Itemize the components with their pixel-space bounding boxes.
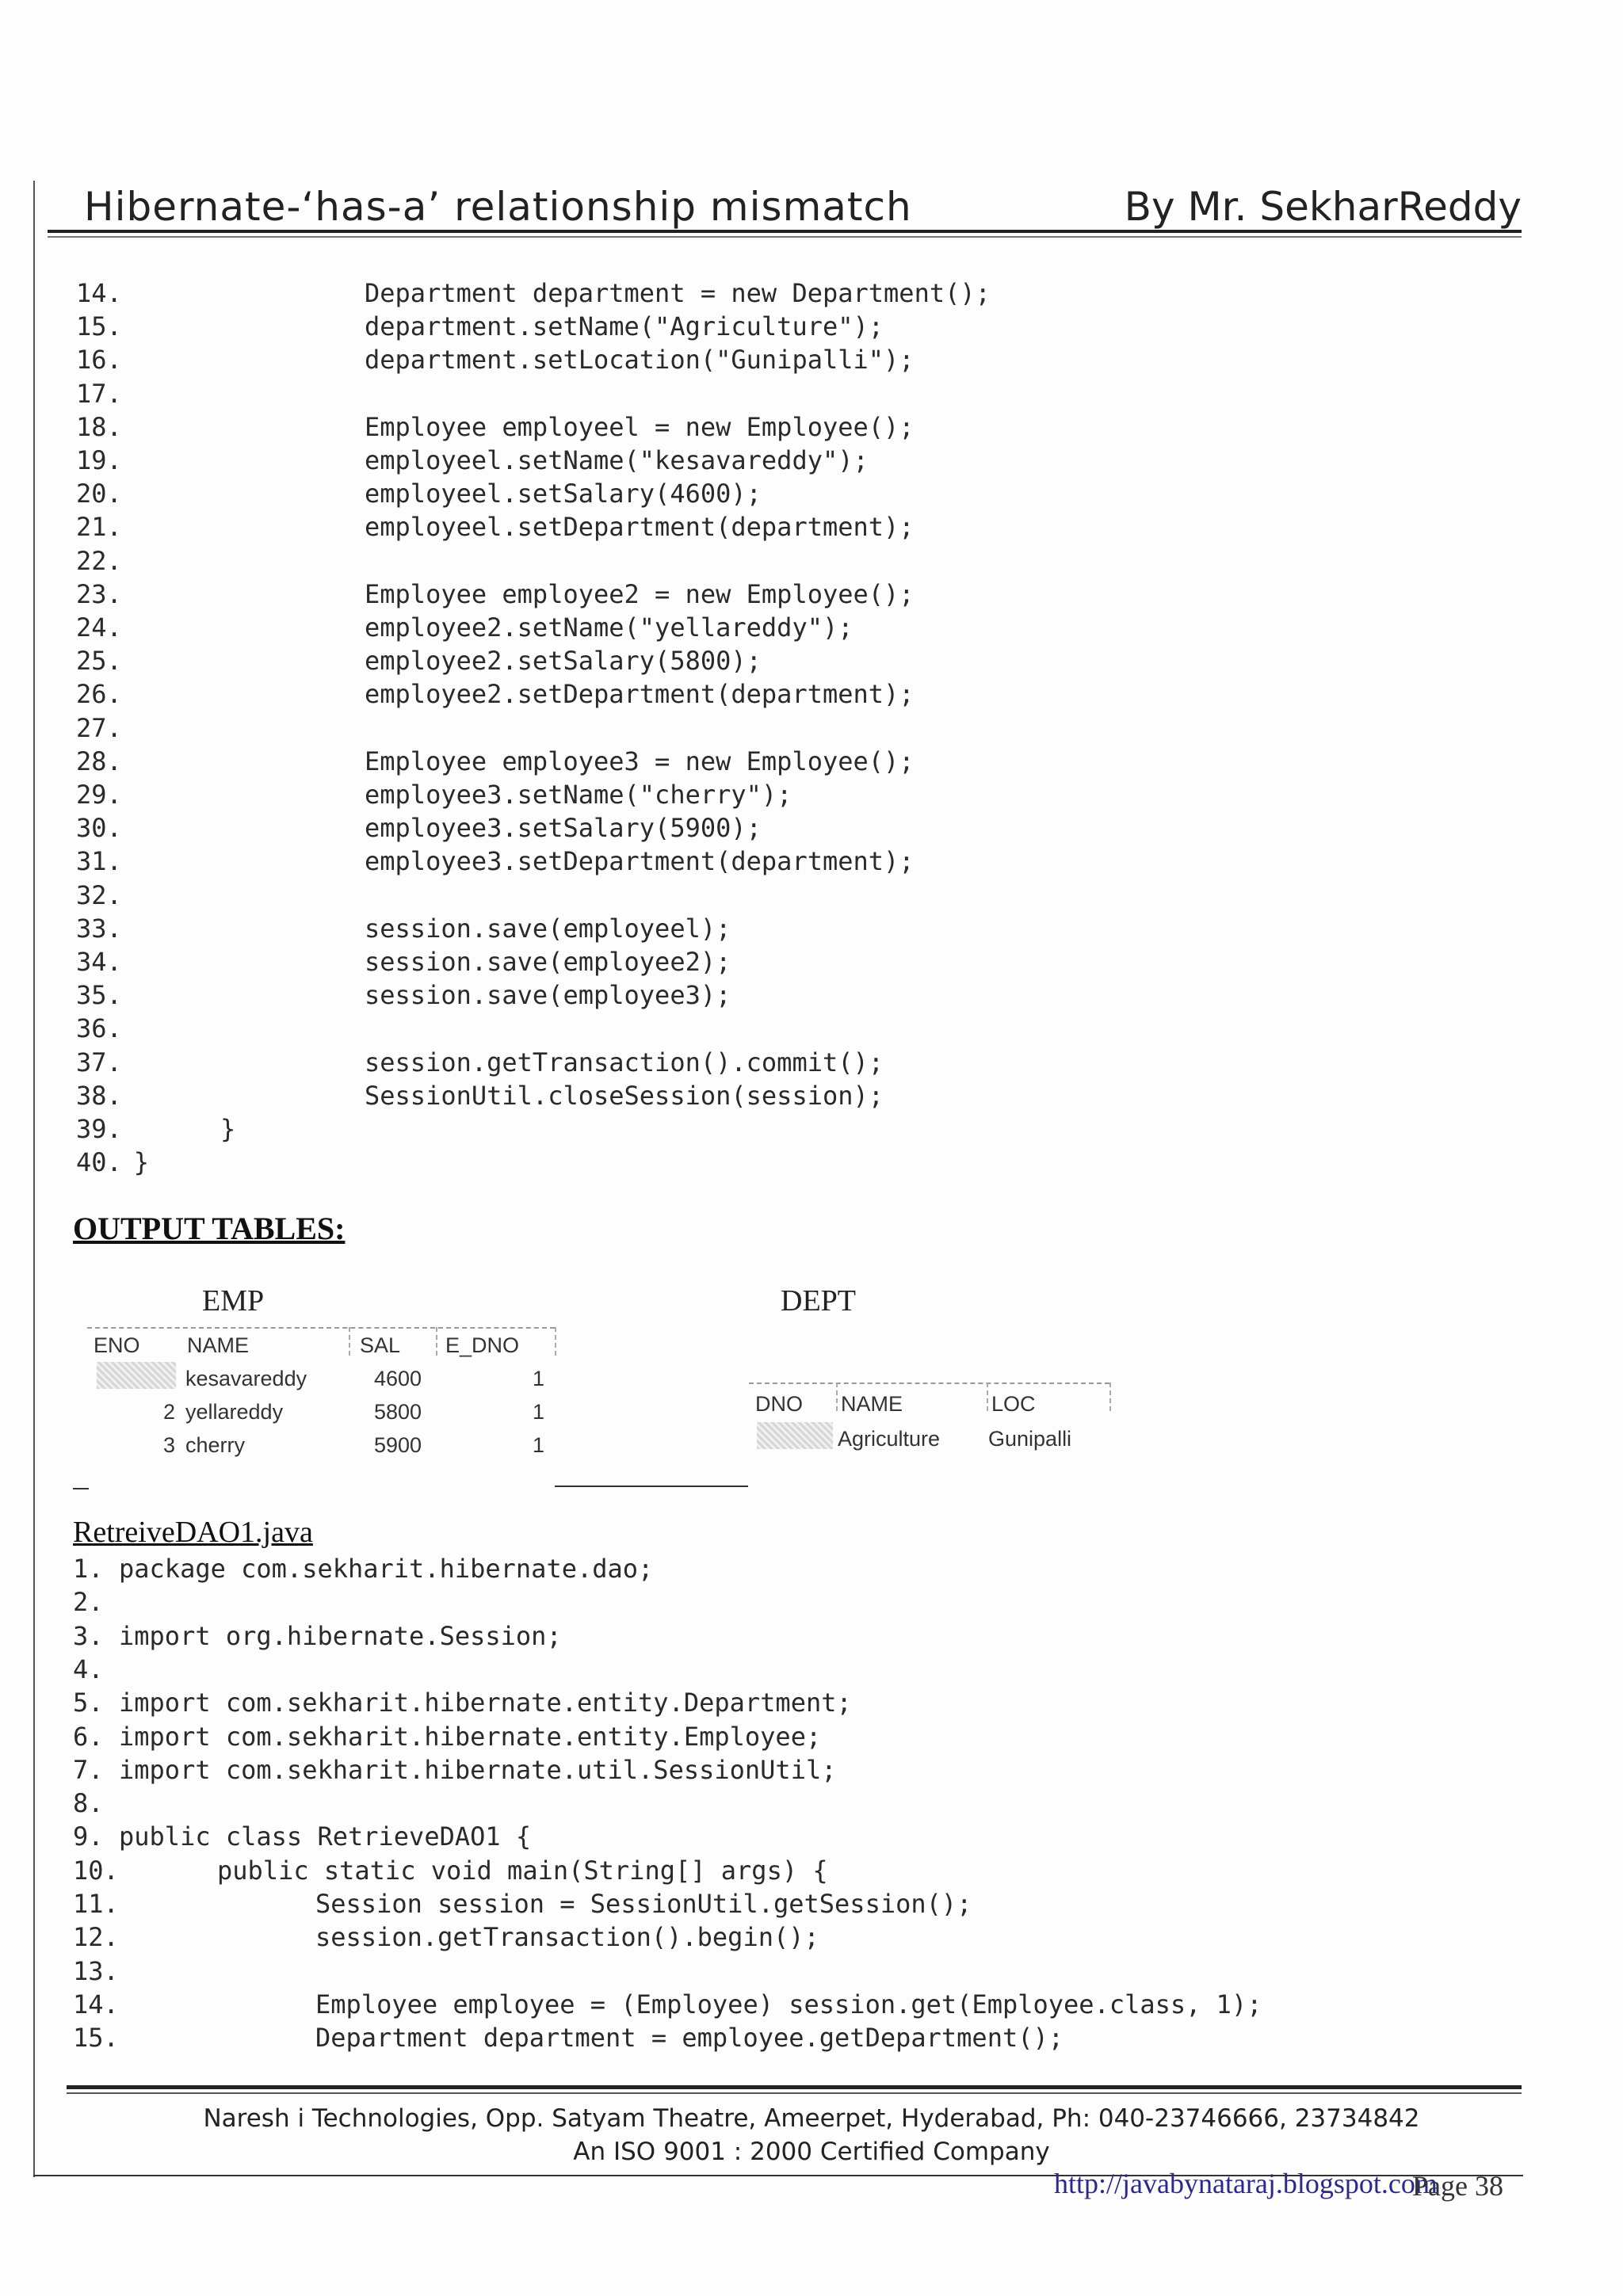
emp-table-col-divider xyxy=(436,1327,437,1356)
line-number: 11. xyxy=(73,1889,119,1919)
line-number: 35. xyxy=(76,980,122,1011)
line-number: 17. xyxy=(76,378,122,409)
code-text: SessionUtil.closeSession(session); xyxy=(365,1080,884,1111)
line-number: 38. xyxy=(76,1080,122,1111)
code-text: employeel.setName("kesavareddy"); xyxy=(365,445,869,475)
line-number: 12. xyxy=(73,1922,119,1953)
line-number: 27. xyxy=(76,712,122,743)
code-text: session.save(employee2); xyxy=(365,947,731,977)
emp-header-name: NAME xyxy=(187,1333,250,1357)
line-number: 28. xyxy=(76,746,122,776)
dept-table xyxy=(749,1383,1113,1462)
line-number: 26. xyxy=(76,679,122,710)
emp-table-col-divider xyxy=(349,1327,350,1356)
dept-cell-name: Agriculture xyxy=(838,1427,941,1451)
blog-url-link[interactable]: http://javabynataraj.blogspot.com xyxy=(1054,2168,1438,2199)
code-text: employee2.setSalary(5800); xyxy=(365,646,762,677)
line-number: 5. xyxy=(73,1688,104,1718)
line-number: 7. xyxy=(73,1754,104,1785)
line-number: 40. xyxy=(76,1147,122,1178)
line-number: 4. xyxy=(73,1653,104,1684)
code-text: package com.sekharit.hibernate.dao; xyxy=(119,1554,654,1584)
code-text: employee2.setDepartment(department); xyxy=(365,679,915,710)
code-text: import com.sekharit.hibernate.entity.Department; xyxy=(119,1688,852,1718)
line-number: 13. xyxy=(73,1955,119,1986)
footer-certification: An ISO 9001 : 2000 Certified Company xyxy=(573,2138,1050,2166)
code-text: Employee employeel = new Employee(); xyxy=(365,411,915,442)
emp-table-top-border xyxy=(87,1327,555,1329)
code-text: employee3.setSalary(5900); xyxy=(365,813,762,844)
emp-cell-e-dno: 1 xyxy=(533,1433,545,1457)
code-text: public static void main(String[] args) { xyxy=(217,1855,828,1886)
emp-table xyxy=(87,1327,563,1457)
code-text: import com.sekharit.hibernate.entity.Employee; xyxy=(119,1721,822,1752)
line-number: 23. xyxy=(76,578,122,609)
code-text: Department department = employee.getDepartment(); xyxy=(315,2023,1064,2054)
code-text: department.setLocation("Gunipalli"); xyxy=(365,345,915,376)
line-number: 9. xyxy=(73,1821,104,1852)
line-number: 19. xyxy=(76,445,122,475)
code-text: Department department = new Department(); xyxy=(365,278,991,308)
line-number: 20. xyxy=(76,479,122,509)
line-number: 36. xyxy=(76,1013,122,1044)
header-rule-thin xyxy=(48,236,1522,238)
footer-rule-thin xyxy=(67,2092,1522,2094)
line-number: 29. xyxy=(76,780,122,810)
line-number: 32. xyxy=(76,879,122,910)
code-text: employee3.setName("cherry"); xyxy=(365,780,792,810)
code-text: Employee employee = (Employee) session.get(Employee.class, 1); xyxy=(315,1989,1262,2019)
emp-cell-name: kesavareddy xyxy=(185,1367,307,1390)
code-text: employeel.setSalary(4600); xyxy=(365,479,762,509)
code-text: } xyxy=(220,1114,236,1144)
code-text: Employee employee3 = new Employee(); xyxy=(365,746,915,776)
code-text: import org.hibernate.Session; xyxy=(119,1620,562,1651)
code-text: department.setName("Agriculture"); xyxy=(365,311,884,342)
line-number: 25. xyxy=(76,646,122,677)
dept-table-col-divider xyxy=(836,1383,838,1411)
line-number: 14. xyxy=(73,1989,119,2019)
dept-table-col-divider xyxy=(1109,1383,1111,1411)
line-number: 14. xyxy=(76,278,122,308)
code-text: employeel.setDepartment(department); xyxy=(365,512,915,543)
line-number: 33. xyxy=(76,913,122,944)
emp-cell-eno: 3 xyxy=(163,1433,176,1457)
line-number: 8. xyxy=(73,1788,104,1819)
code-text: import com.sekharit.hibernate.util.SessionUtil; xyxy=(119,1754,837,1785)
code-text: employee2.setName("yellareddy"); xyxy=(365,612,854,643)
dept-table-col-divider xyxy=(987,1383,988,1411)
line-number: 1. xyxy=(73,1554,104,1584)
line-number: 3. xyxy=(73,1620,104,1651)
emp-header-eno: ENO xyxy=(94,1333,140,1357)
line-number: 21. xyxy=(76,512,122,543)
author-name: By Mr. SekharReddy xyxy=(1124,184,1522,230)
line-number: 2. xyxy=(73,1587,104,1618)
emp-cell-sal: 5800 xyxy=(374,1400,422,1424)
line-number: 16. xyxy=(76,345,122,376)
separator-rule xyxy=(555,1486,748,1487)
dept-header-loc: LOC xyxy=(991,1392,1036,1416)
dept-header-name: NAME xyxy=(841,1392,903,1416)
line-number: 34. xyxy=(76,947,122,977)
page-header xyxy=(48,176,1522,231)
dept-table-top-border xyxy=(749,1383,1109,1384)
file-title: RetreiveDAO1.java xyxy=(73,1516,313,1549)
line-number: 15. xyxy=(73,2023,119,2054)
page-title: Hibernate-‘has-a’ relationship mismatch xyxy=(84,184,912,230)
emp-header-e-dno: E_DNO xyxy=(445,1333,520,1357)
emp-table-caption: EMP xyxy=(202,1284,265,1318)
code-text: session.save(employee3); xyxy=(365,980,731,1011)
code-text: employee3.setDepartment(department); xyxy=(365,846,915,877)
line-number: 6. xyxy=(73,1721,104,1752)
dept-table-caption: DEPT xyxy=(781,1284,856,1318)
line-number: 31. xyxy=(76,846,122,877)
code-text: public class RetrieveDAO1 { xyxy=(119,1821,532,1852)
line-number: 30. xyxy=(76,813,122,844)
emp-cell-e-dno: 1 xyxy=(533,1400,545,1424)
output-tables-heading: OUTPUT TABLES: xyxy=(73,1211,346,1246)
code-text: } xyxy=(133,1147,150,1178)
emp-cell-e-dno: 1 xyxy=(533,1367,545,1390)
page-number: Page 38 xyxy=(1412,2170,1503,2202)
line-number: 22. xyxy=(76,545,122,576)
emp-cell-eno: 2 xyxy=(163,1400,176,1424)
line-number: 24. xyxy=(76,612,122,643)
code-text: Session session = SessionUtil.getSession(); xyxy=(315,1889,972,1919)
line-number: 37. xyxy=(76,1047,122,1077)
redacted-smudge xyxy=(97,1362,176,1389)
footer-rule xyxy=(67,2085,1522,2089)
code-text: session.getTransaction().commit(); xyxy=(365,1047,884,1077)
redacted-smudge xyxy=(757,1422,833,1449)
dept-header-dno: DNO xyxy=(755,1392,803,1416)
footer-address: Naresh i Technologies, Opp. Satyam Theatre, Ameerpet, Hyderabad, Ph: 040-23746666, 23734842 xyxy=(203,2104,1420,2133)
code-text: session.save(employeel); xyxy=(365,913,731,944)
line-number: 39. xyxy=(76,1114,122,1144)
line-number: 18. xyxy=(76,411,122,442)
header-rule xyxy=(48,230,1522,233)
code-text: session.getTransaction().begin(); xyxy=(315,1922,819,1953)
emp-header-sal: SAL xyxy=(360,1333,401,1357)
line-number: 10. xyxy=(73,1855,119,1886)
line-number: 15. xyxy=(76,311,122,342)
emp-cell-sal: 4600 xyxy=(374,1367,422,1390)
dept-cell-loc: Gunipalli xyxy=(988,1427,1072,1451)
emp-table-col-divider xyxy=(555,1327,556,1356)
separator-dash xyxy=(73,1488,89,1489)
code-text: Employee employee2 = new Employee(); xyxy=(365,578,915,609)
emp-cell-name: yellareddy xyxy=(185,1400,284,1424)
emp-cell-sal: 5900 xyxy=(374,1433,422,1457)
emp-cell-name: cherry xyxy=(185,1433,246,1457)
